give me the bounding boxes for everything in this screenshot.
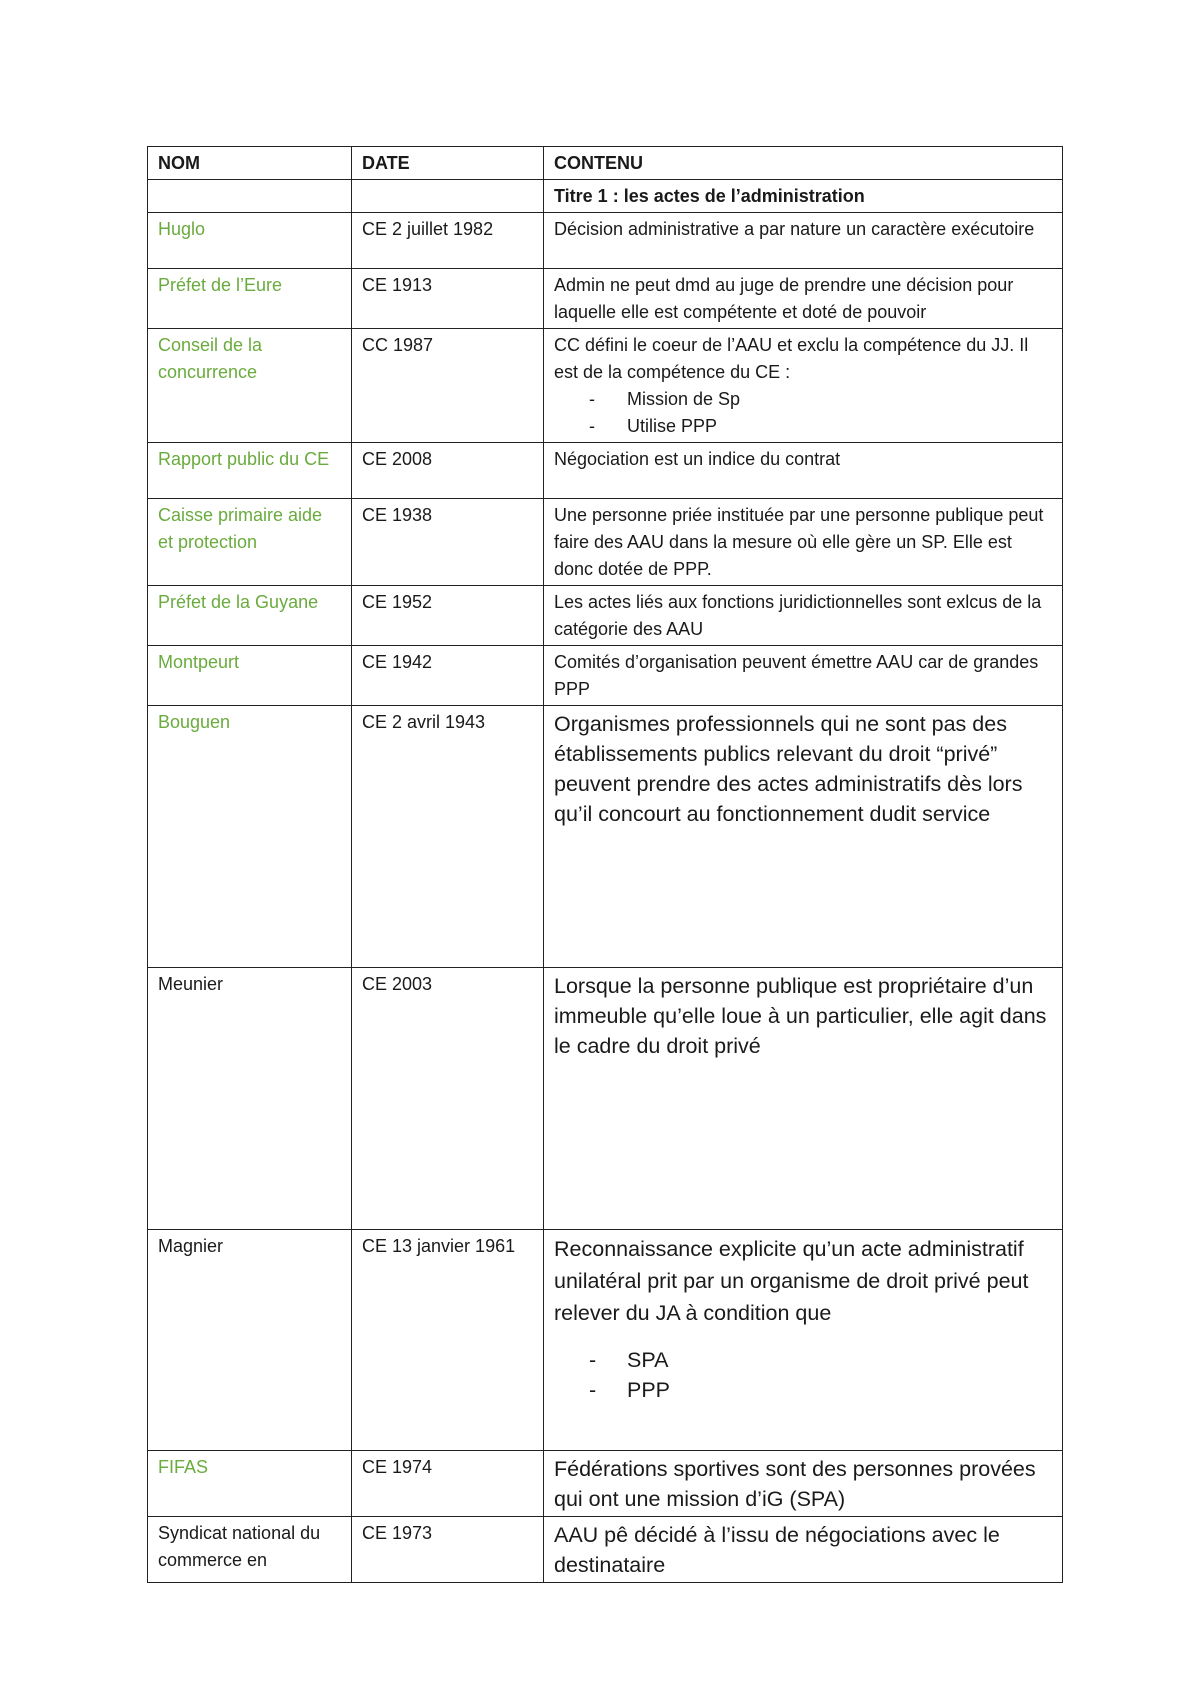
header-nom: NOM: [148, 147, 352, 180]
case-name: Syndicat national du commerce en: [148, 1517, 352, 1583]
case-name: FIFAS: [148, 1451, 352, 1517]
case-date: CE 2008: [352, 443, 544, 499]
case-content: Les actes liés aux fonctions juridictionnelles sont exlcus de la catégorie des AAU: [544, 586, 1063, 646]
case-date: CE 1913: [352, 269, 544, 329]
bullet-item: - PPP: [554, 1375, 1052, 1405]
case-name: Caisse primaire aide et protection: [148, 499, 352, 586]
table-row: [148, 269, 1063, 329]
case-content: Décision administrative a par nature un caractère exécutoire: [544, 213, 1063, 269]
table-row: [148, 1230, 1063, 1451]
case-content: Fédérations sportives sont des personnes provées qui ont une mission d’iG (SPA): [544, 1451, 1063, 1517]
case-name: Préfet de l’Eure: [148, 269, 352, 329]
case-content: [544, 1230, 1063, 1451]
table-row: [148, 646, 1063, 706]
case-date: CC 1987: [352, 329, 544, 443]
bullet-list: [554, 1345, 1052, 1405]
header-date: DATE: [352, 147, 544, 180]
case-content: Organismes professionnels qui ne sont pas des établissements publics relevant du droit “privé” peuvent prendre des actes administratifs dès lors qu’il concourt au fonctionnement dudit service: [544, 706, 1063, 968]
section-title: Titre 1 : les actes de l’administration: [544, 180, 1063, 213]
case-name: Bouguen: [148, 706, 352, 968]
table-row: [148, 329, 1063, 443]
case-date: CE 2 juillet 1982: [352, 213, 544, 269]
case-date: CE 1942: [352, 646, 544, 706]
table-row: [148, 213, 1063, 269]
table-row: [148, 586, 1063, 646]
bullet-item: - SPA: [554, 1345, 1052, 1375]
case-name: Préfet de la Guyane: [148, 586, 352, 646]
table-row: [148, 443, 1063, 499]
case-date: CE 2003: [352, 968, 544, 1230]
case-content-text: Reconnaissance explicite qu’un acte administratif unilatéral prit par un organisme de droit privé peut relever du JA à condition que: [554, 1237, 1029, 1325]
case-content: Comités d’organisation peuvent émettre AAU car de grandes PPP: [544, 646, 1063, 706]
case-date: CE 1973: [352, 1517, 544, 1583]
case-date: CE 1974: [352, 1451, 544, 1517]
header-row: [148, 147, 1063, 180]
bullet-list: [554, 386, 1052, 440]
case-name: Huglo: [148, 213, 352, 269]
case-name: Montpeurt: [148, 646, 352, 706]
case-name: Conseil de la concurrence: [148, 329, 352, 443]
case-content: Négociation est un indice du contrat: [544, 443, 1063, 499]
case-date: CE 1952: [352, 586, 544, 646]
table-row: [148, 1451, 1063, 1517]
section-row: [148, 180, 1063, 213]
case-content: Admin ne peut dmd au juge de prendre une décision pour laquelle elle est compétente et doté de pouvoir: [544, 269, 1063, 329]
table-row: [148, 706, 1063, 968]
case-content: AAU pê décidé à l’issu de négociations avec le destinataire: [544, 1517, 1063, 1583]
case-content: Lorsque la personne publique est propriétaire d’un immeuble qu’elle loue à un particulier, elle agit dans le cadre du droit privé: [544, 968, 1063, 1230]
table-row: [148, 1517, 1063, 1583]
bullet-item: - Utilise PPP: [554, 413, 1052, 440]
case-name: Meunier: [148, 968, 352, 1230]
case-date: CE 2 avril 1943: [352, 706, 544, 968]
table-row: [148, 499, 1063, 586]
case-content: [544, 329, 1063, 443]
case-date: CE 1938: [352, 499, 544, 586]
case-name: Rapport public du CE: [148, 443, 352, 499]
bullet-item: - Mission de Sp: [554, 386, 1052, 413]
case-date: CE 13 janvier 1961: [352, 1230, 544, 1451]
header-contenu: CONTENU: [544, 147, 1063, 180]
case-content-text: CC défini le coeur de l’AAU et exclu la compétence du JJ. Il est de la compétence du CE :: [554, 335, 1029, 382]
case-content: Une personne priée instituée par une personne publique peut faire des AAU dans la mesure où elle gère un SP. Elle est donc dotée de PPP.: [544, 499, 1063, 586]
jurisprudence-table: [147, 146, 1063, 1583]
table-row: [148, 968, 1063, 1230]
case-name: Magnier: [148, 1230, 352, 1451]
